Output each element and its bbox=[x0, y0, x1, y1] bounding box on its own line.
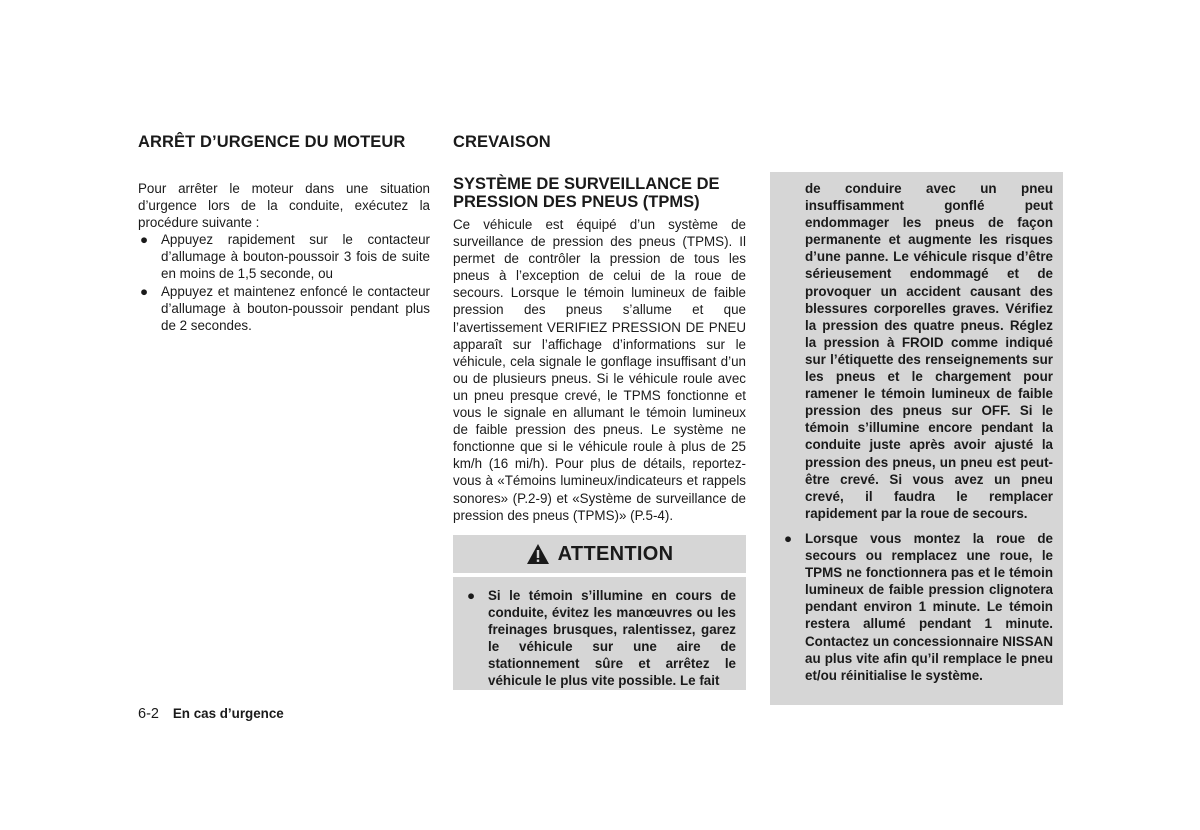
tpms-body: Ce véhicule est équipé d’un système de surveillance de pression des pneus (TPMS). Il permet de contrôler la pression de tous les pneus à l’exception de celui de la roue de secours. Lorsque le témoin lumineux de faible pression des pneus s’allume et que l’avertissement VERIFIEZ PRESSION DE PNEU apparaît sur l’affichage d’informations sur le véhicule, cela signale le gonflage insuffisant d’un ou de plusieurs pneus. Si le véhicule roule avec un pneu presque crevé, le TPMS fonctionne et vous le signale en allumant le témoin lumineux de faible pression des pneus. Le système ne fonctionne que si le véhicule roule à plus de 25 km/h (16 mi/h). Pour plus de détails, reportez-vous à «Témoins lumineux/indicateurs et rappels sonores» (P.2-9) et «Système de surveillance de pression des pneus (TPMS)» (P.5-4). bbox=[453, 217, 746, 523]
attention-header bbox=[453, 535, 746, 573]
bullet-icon: ● bbox=[140, 232, 149, 248]
bullet-icon: ● bbox=[467, 588, 476, 603]
page-number: 6-2 bbox=[138, 706, 159, 722]
list-item bbox=[138, 231, 430, 282]
attention-bullet1-start: Si le témoin s’illumine en cours de conduite, évitez les manœuvres ou les freinages brusques, ralentissez, garez le véhicule sur une aire de stationnement sûre et arrêtez le véhicule le plus vite possible. Le fait bbox=[488, 588, 736, 689]
section-heading-flat-tire: CREVAISON bbox=[453, 133, 551, 151]
list-item-text: Appuyez et maintenez enfoncé le contacteur d’allumage à bouton-poussoir pendant plus de 2 secondes. bbox=[161, 283, 430, 333]
page-footer bbox=[138, 705, 284, 722]
bullet-icon: ● bbox=[784, 531, 793, 546]
attention-continuation bbox=[805, 180, 1053, 522]
bullet-icon: ● bbox=[140, 283, 149, 299]
attention-list-part2 bbox=[782, 530, 1053, 684]
attention-box-part1 bbox=[453, 577, 746, 690]
tpms-description bbox=[453, 216, 746, 524]
attention-bullet1-cont: de conduire avec un pneu insuffisamment gonflé peut endommager les pneus de façon permanente et augmente les risques d’une panne. Le véhicule risque d’être sérieusement endommagé et de provoquer un accident causant des blessures corporelles graves. Vérifiez la pression des quatre pneus. Réglez la pression à FROID comme indiqué sur l’étiquette des renseignements sur les pneus et le chargement pour ramener le témoin lumineux de faible pression des pneus sur OFF. Si le témoin s’illumine encore pendant la conduite juste après avoir ajusté la pression des pneus, un pneu est peut-être crevé. Si vous avez un pneu crevé, il faudra le remplacer rapidement par la roue de secours. bbox=[805, 181, 1053, 521]
attention-box-part2 bbox=[770, 172, 1063, 705]
list-item bbox=[138, 283, 430, 334]
list-item-text: Appuyez rapidement sur le contacteur d’allumage à bouton-poussoir 3 fois de suite en moins de 1,5 seconde, ou bbox=[161, 232, 430, 282]
emergency-stop-list bbox=[138, 231, 430, 334]
warning-triangle-icon bbox=[526, 543, 550, 565]
section-heading-emergency-stop: ARRÊT D’URGENCE DU MOTEUR bbox=[138, 133, 406, 151]
attention-list-part1 bbox=[465, 587, 736, 690]
list-item bbox=[782, 530, 1053, 684]
tpms-subheading: SYSTÈME DE SURVEILLANCE DE PRESSION DES PNEUS (TPMS) bbox=[453, 175, 720, 211]
section-title: En cas d’urgence bbox=[172, 706, 284, 721]
attention-label: ATTENTION bbox=[557, 542, 674, 565]
list-item bbox=[465, 587, 736, 690]
emergency-stop-content bbox=[138, 180, 430, 334]
attention-bullet2: Lorsque vous montez la roue de secours ou remplacez une roue, le TPMS ne fonctionnera pas et le témoin lumineux de faible pression clignotera pendant environ 1 minute. Le témoin restera allumé pendant 1 minute. Contactez un concessionnaire NISSAN au plus vite afin qu’il remplace le pneu et/ou réinitialise le système. bbox=[805, 531, 1053, 683]
emergency-stop-intro: Pour arrêter le moteur dans une situation d’urgence lors de la conduite, exécutez la procédure suivante : bbox=[138, 181, 430, 231]
